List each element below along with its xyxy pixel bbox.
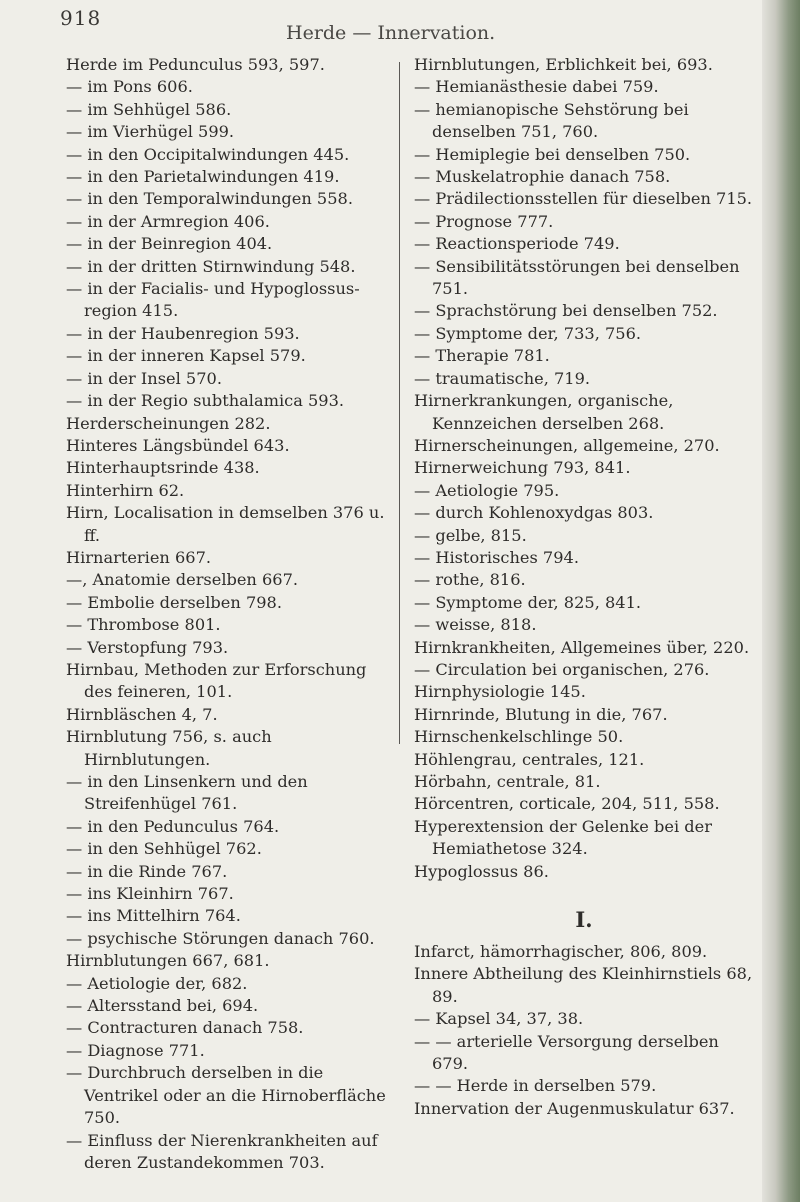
index-entry: — in den Pedunculus 764.	[66, 816, 280, 836]
index-entry: — in der Beinregion 404.	[66, 234, 273, 254]
section-letter-heading: I.	[575, 907, 593, 933]
index-entry: — ins Kleinhirn 767.	[66, 884, 234, 904]
index-entry: Hirnblutung 756, s. auch Hirnblutungen.	[66, 727, 272, 769]
index-entry: — in der Armregion 406.	[66, 211, 270, 231]
index-entry: — psychische Störungen danach 760.	[66, 928, 375, 948]
index-entry: Hinteres Längsbündel 643.	[66, 435, 290, 455]
index-entry: Hirnrinde, Blutung in die, 767.	[414, 704, 668, 724]
index-entry: — Kapsel 34, 37, 38.	[414, 1009, 584, 1029]
index-entry: — Hemianästhesie dabei 759.	[414, 77, 659, 97]
index-entry: — Altersstand bei, 694.	[66, 996, 259, 1016]
running-head: Herde — Innervation.	[286, 22, 496, 44]
index-entry: — Prädilectionsstellen für dieselben 715.	[414, 189, 753, 209]
index-entry: Hirnerweichung 793, 841.	[414, 458, 631, 478]
index-entry: Herde im Pedunculus 593, 597.	[66, 55, 325, 74]
index-entry: Innervation der Augenmuskulatur 637.	[414, 1098, 735, 1118]
index-entry: Hirnblutungen 667, 681.	[66, 951, 270, 971]
index-entry: Hyperextension der Gelenke bei der Hemiathetose 324.	[414, 816, 712, 859]
index-entries-h	[414, 54, 754, 883]
index-entry: — in die Rinde 767.	[66, 861, 228, 881]
index-entry: Infarct, hämorrhagischer, 806, 809.	[414, 942, 708, 962]
index-entry: — Thrombose 801.	[66, 615, 221, 635]
index-entry: — Aetiologie 795.	[414, 480, 560, 500]
index-entry: — Reactionsperiode 749.	[414, 234, 620, 254]
index-entry: — — Herde in derselben 579.	[414, 1076, 657, 1096]
index-entry: — durch Kohlenoxydgas 803.	[414, 503, 654, 523]
index-entry: — Aetiologie der, 682.	[66, 973, 248, 993]
index-entry: — — arterielle Versorgung derselben 679.	[414, 1031, 719, 1074]
index-entry: — weisse, 818.	[414, 615, 537, 635]
index-entry: — hemianopische Sehstörung bei denselben 751, 760.	[414, 99, 689, 142]
index-entry: — Symptome der, 825, 841.	[414, 592, 642, 612]
index-entry: — in den Temporalwindungen 558.	[66, 189, 353, 209]
index-entry: — in den Sehhügel 762.	[66, 839, 262, 859]
index-entry: — gelbe, 815.	[414, 525, 527, 545]
index-column-right	[414, 54, 754, 1120]
index-entry: — Contracturen danach 758.	[66, 1018, 304, 1038]
index-entry: Hirnschenkelschlinge 50.	[414, 727, 624, 747]
index-entry: — in den Occipitalwindungen 445.	[66, 144, 350, 164]
index-entry: — Muskelatrophie danach 758.	[414, 167, 671, 187]
index-entry: — Durchbruch derselben in die Ventrikel oder an die Hirnoberfläche 750.	[66, 1063, 386, 1128]
index-entry: Hirnerkrankungen, organische, Kennzeichen derselben 268.	[414, 391, 674, 433]
index-entry: — Einfluss der Nierenkrankheiten auf deren Zustandekommen 703.	[66, 1130, 378, 1172]
index-entry: — ins Mittelhirn 764.	[66, 906, 241, 926]
index-entry: Höhlengrau, centrales, 121.	[414, 749, 645, 769]
index-entry: — Therapie 781.	[414, 346, 550, 366]
index-entry: — in der Facialis- und Hypoglossus-region 415.	[66, 279, 360, 321]
index-entry: Hirnarterien 667.	[66, 547, 212, 567]
page-number: 918	[60, 6, 102, 30]
index-entry: Hirnerscheinungen, allgemeine, 270.	[414, 435, 720, 455]
index-entry: — Circulation bei organischen, 276.	[414, 659, 710, 679]
index-entry: — Verstopfung 793.	[66, 637, 229, 657]
index-entry: — Historisches 794.	[414, 547, 579, 567]
index-entry: Herderscheinungen 282.	[66, 413, 271, 433]
index-entry: Hirn, Localisation in demselben 376 u. ff.	[66, 503, 385, 545]
index-entry: Hinterhirn 62.	[66, 480, 185, 500]
index-entry: — in der Insel 570.	[66, 368, 222, 388]
index-entry: Hinterhauptsrinde 438.	[66, 458, 260, 478]
index-entry: Hirnbläschen 4, 7.	[66, 704, 218, 724]
index-entry: — Sprachstörung bei denselben 752.	[414, 301, 718, 321]
index-entry: Hirnbau, Methoden zur Erforschung des feineren, 101.	[66, 659, 367, 702]
index-entry: — in den Linsenkern und den Streifenhügel 761.	[66, 772, 308, 814]
index-entry: Hörcentren, corticale, 204, 511, 558.	[414, 794, 720, 814]
index-entry: — Hemiplegie bei denselben 750.	[414, 144, 691, 164]
index-entry: Innere Abtheilung des Kleinhirnstiels 68, 89.	[414, 964, 753, 1006]
index-entry: — im Vierhügel 599.	[66, 122, 235, 142]
index-entry: — traumatische, 719.	[414, 368, 591, 388]
index-entry: — in den Parietalwindungen 419.	[66, 167, 340, 187]
index-entry: — Diagnose 771.	[66, 1040, 205, 1060]
column-divider	[399, 62, 400, 744]
index-entry: Hypoglossus 86.	[414, 861, 549, 881]
index-entry: — in der Regio subthalamica 593.	[66, 391, 345, 411]
index-entries-i	[414, 941, 754, 1120]
index-entry: — in der Haubenregion 593.	[66, 323, 300, 343]
index-entry: — im Sehhügel 586.	[66, 99, 232, 119]
index-entry: — Prognose 777.	[414, 211, 554, 231]
index-entry: — Embolie derselben 798.	[66, 592, 282, 612]
index-entry: Hirnphysiologie 145.	[414, 682, 586, 702]
index-entry: Hirnkrankheiten, Allgemeines über, 220.	[414, 637, 750, 657]
index-entry: Hörbahn, centrale, 81.	[414, 772, 601, 791]
page-edge-shadow	[762, 0, 800, 1202]
index-entry: — Sensibilitätsstörungen bei denselben 751.	[414, 256, 740, 299]
index-entry: — Symptome der, 733, 756.	[414, 323, 642, 343]
index-entry: —, Anatomie derselben 667.	[66, 570, 299, 590]
index-entry: — in der dritten Stirnwindung 548.	[66, 256, 356, 276]
index-entry: — in der inneren Kapsel 579.	[66, 346, 306, 366]
index-entry: — im Pons 606.	[66, 77, 193, 97]
index-entry: Hirnblutungen, Erblichkeit bei, 693.	[414, 55, 713, 74]
index-column-left	[66, 54, 390, 1174]
index-entry: — rothe, 816.	[414, 570, 526, 590]
